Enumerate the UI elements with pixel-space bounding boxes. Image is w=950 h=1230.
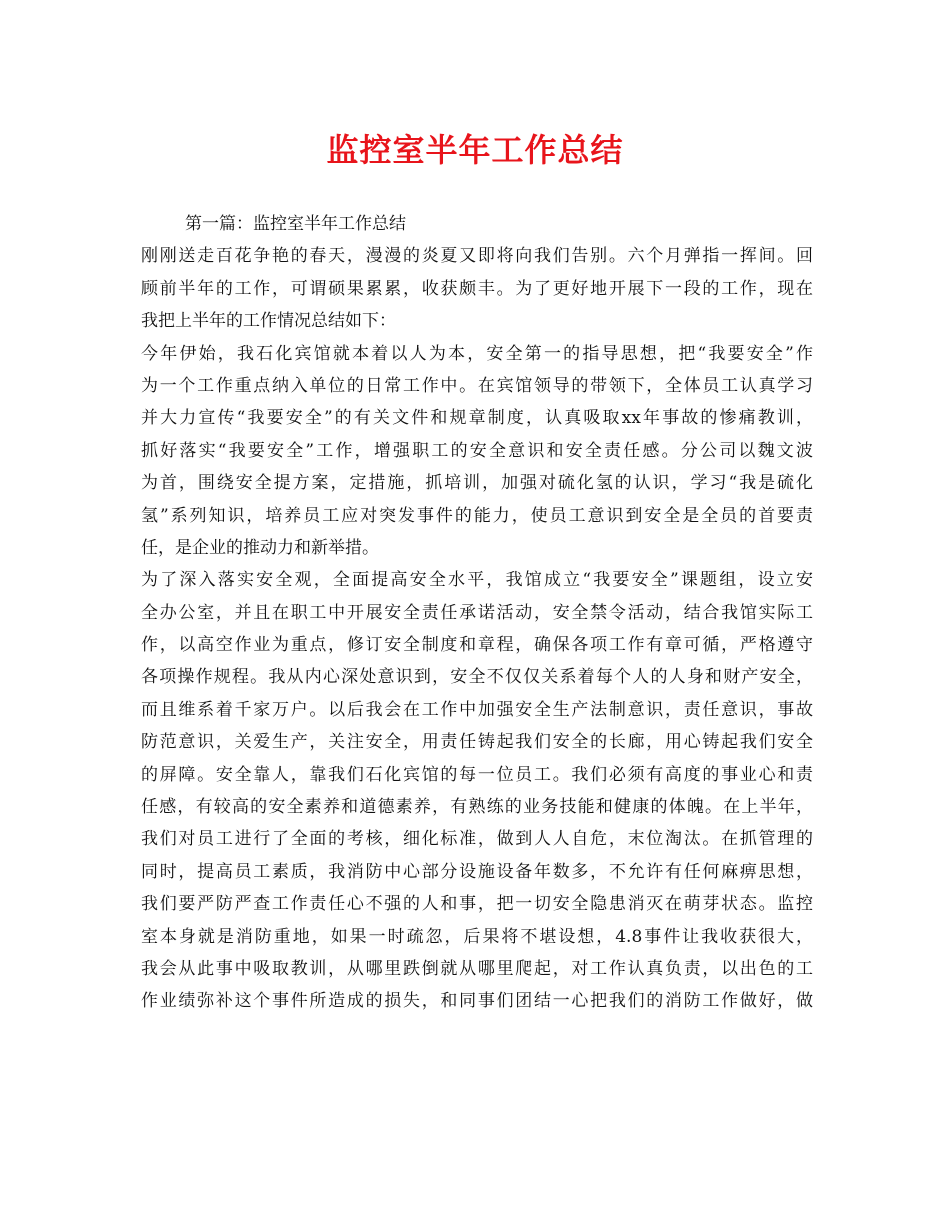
paragraph-line: 各项操作规程。我从内心深处意识到，安全不仅仅关系着每个人的人身和财产安全， (141, 667, 813, 688)
paragraph-line: 任，是企业的推动力和新举措。 (141, 537, 379, 558)
paragraph-line: 为了深入落实安全观，全面提高安全水平，我馆成立“我要安全”课题组，设立安 (141, 570, 813, 591)
paragraph-line: 任感，有较高的安全素养和道德素养，有熟练的业务技能和健康的体魄。在上半年， (141, 797, 813, 818)
paragraph-line: 抓好落实“我要安全”工作，增强职工的安全意识和安全责任感。分公司以魏文波 (141, 440, 813, 461)
paragraph-line: 而且维系着千家万户。以后我会在工作中加强安全生产法制意识，责任意识，事故 (141, 699, 813, 720)
section-heading: 第一篇：监控室半年工作总结 (185, 214, 406, 234)
paragraph-line: 氢”系列知识，培养员工应对突发事件的能力，使员工意识到安全是全员的首要责 (141, 505, 813, 526)
document-title: 监控室半年工作总结 (326, 131, 624, 169)
paragraph-line: 我们对员工进行了全面的考核，细化标准，做到人人自危，末位淘汰。在抓管理的 (141, 829, 813, 850)
paragraph-line: 我会从此事中吸取教训，从哪里跌倒就从哪里爬起，对工作认真负责，以出色的工 (141, 958, 813, 979)
paragraph-line: 防范意识，关爱生产，关注安全，用责任铸起我们安全的长廊，用心铸起我们安全 (141, 732, 813, 753)
paragraph-line: 刚刚送走百花争艳的春天，漫漫的炎夏又即将向我们告别。六个月弹指一挥间。回 (141, 246, 813, 267)
paragraph-line: 为首，围绕安全提方案，定措施，抓培训，加强对硫化氢的认识，学习“我是硫化 (141, 473, 813, 494)
paragraph-line: 为一个工作重点纳入单位的日常工作中。在宾馆领导的带领下，全体员工认真学习 (141, 375, 813, 396)
paragraph-line: 作业绩弥补这个事件所造成的损失，和同事们团结一心把我们的消防工作做好，做 (141, 991, 813, 1012)
document-body (141, 208, 813, 1018)
paragraph-line: 室本身就是消防重地，如果一时疏忽，后果将不堪设想，4.8事件让我收获很大， (141, 926, 813, 947)
paragraph-line: 今年伊始，我石化宾馆就本着以人为本，安全第一的指导思想，把“我要安全”作 (141, 343, 813, 364)
paragraph-line: 并大力宣传“我要安全”的有关文件和规章制度，认真吸取xx年事故的惨痛教训， (141, 408, 813, 429)
paragraph-line: 我们要严防严查工作责任心不强的人和事，把一切安全隐患消灭在萌芽状态。监控 (141, 894, 813, 915)
paragraph-line: 的屏障。安全靠人，靠我们石化宾馆的每一位员工。我们必须有高度的事业心和责 (141, 764, 813, 785)
paragraph-line: 同时，提高员工素质，我消防中心部分设施设备年数多，不允许有任何麻痹思想， (141, 861, 813, 882)
paragraph-line: 我把上半年的工作情况总结如下： (141, 311, 396, 332)
paragraph-line: 作，以高空作业为重点，修订安全制度和章程，确保各项工作有章可循，严格遵守 (141, 635, 813, 656)
paragraph-line: 顾前半年的工作，可谓硕果累累，收获颇丰。为了更好地开展下一段的工作，现在 (141, 278, 813, 299)
paragraph-line: 全办公室，并且在职工中开展安全责任承诺活动，安全禁令活动，结合我馆实际工 (141, 602, 813, 623)
